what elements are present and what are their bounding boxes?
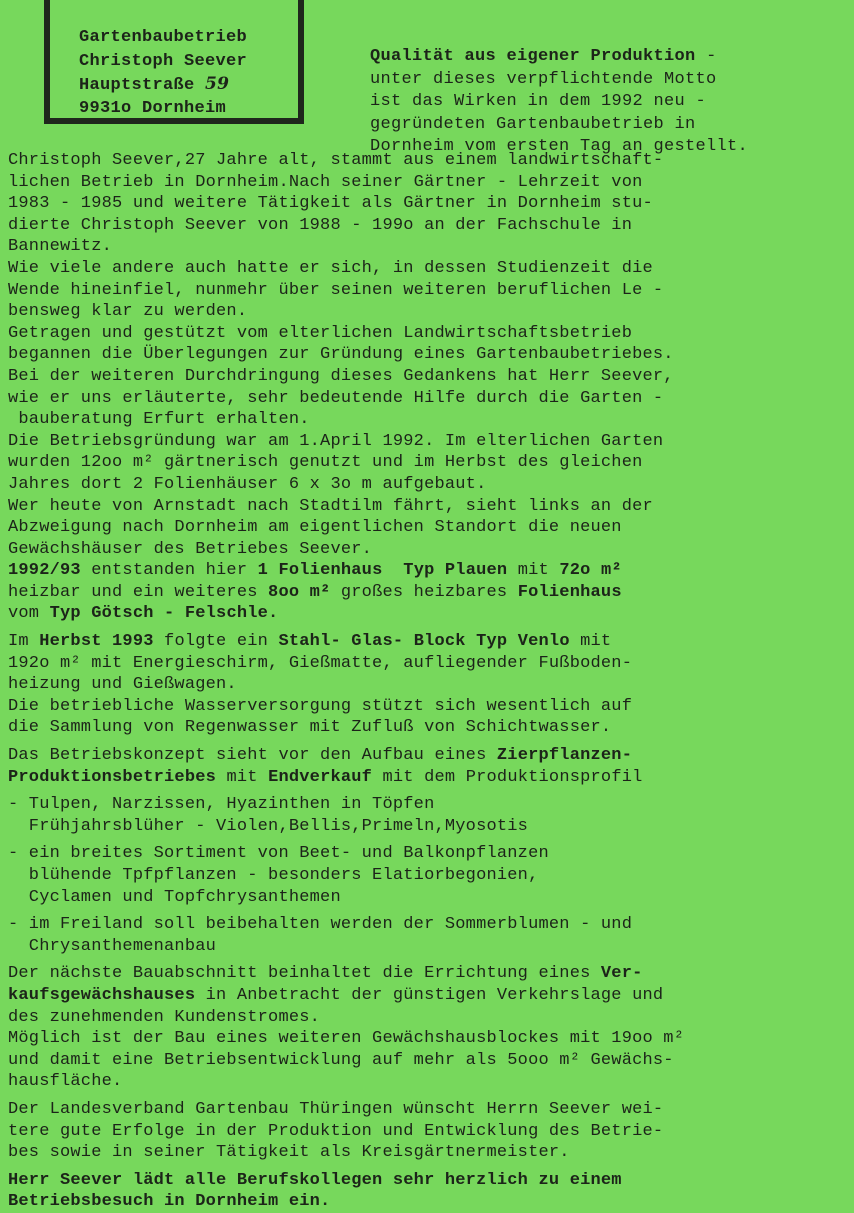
address-street: Hauptstraße <box>79 76 206 95</box>
text-run: mit <box>216 767 269 787</box>
address-postal-city: 9931o Dornheim <box>79 98 227 118</box>
headline-line <box>370 46 850 69</box>
text-line: Die Betriebsgründung war am 1.April 1992. Im elterlichen Garten <box>8 431 664 451</box>
text-line: 1983 - 1985 und weitere Tätigkeit als Gärtner in Dornheim stu- <box>8 194 653 214</box>
text-run: Das Betriebskonzept sieht vor den Aufbau eines <box>8 746 497 766</box>
emphasis: 8oo m² <box>268 582 331 602</box>
text-line: die Sammlung von Regenwasser mit Zufluß von Schichtwasser. <box>8 718 612 738</box>
text-line: Jahres dort 2 Folienhäuser 6 x 3o m aufgebaut. <box>8 474 487 494</box>
address-house-number: 59 <box>205 74 230 94</box>
emphasis: 1 Folienhaus <box>257 561 383 581</box>
text-run: Im <box>8 632 40 652</box>
headline-line: unter dieses verpflichtende Motto <box>370 69 717 89</box>
emphasis: Typ Plauen <box>403 561 508 581</box>
text-line <box>8 603 850 625</box>
list-item: - im Freiland soll beibehalten werden der Sommerblumen - und <box>8 915 633 935</box>
emphasis: Endverkauf <box>268 767 373 787</box>
text-line: und damit eine Betriebsentwicklung auf mehr als 5ooo m² Gewächs- <box>8 1050 674 1070</box>
text-line: Gewächshäuser des Betriebes Seever. <box>8 539 373 559</box>
text-run: in Anbetracht der günstigen Verkehrslage und <box>195 985 664 1005</box>
text-line: 192o m² mit Energieschirm, Gießmatte, aufliegender Fußboden- <box>8 653 633 673</box>
emphasis: 1992/93 <box>8 561 81 581</box>
headline-line: gegründeten Gartenbaubetrieb in <box>370 114 696 134</box>
address-company: Gartenbaubetrieb <box>79 28 248 47</box>
headline-line: Dornheim vom ersten Tag an gestellt. <box>370 137 749 156</box>
text-line: Abzweigung nach Dornheim am eigentlichen Standort die neuen <box>8 518 622 538</box>
text-run: entstanden hier <box>80 561 258 581</box>
text-line: Wer heute von Arnstadt nach Stadtilm fährt, sieht links an der <box>8 496 653 516</box>
closing-line: Herr Seever lädt alle Berufskollegen sehr herzlich zu einem <box>8 1170 622 1190</box>
text-line: hausfläche. <box>8 1072 123 1092</box>
text-line: Möglich ist der Bau eines weiteren Gewächshausblockes mit 19oo m² <box>8 1029 685 1049</box>
emphasis: kaufsgewächshauses <box>8 985 196 1005</box>
text-line: Wie viele andere auch hatte er sich, in dessen Studienzeit die <box>8 258 653 278</box>
list-item: - Tulpen, Narzissen, Hyazinthen in Töpfen <box>8 795 435 815</box>
text-line: Bei der weiteren Durchdringung dieses Gedankens hat Herr Seever, <box>8 366 674 386</box>
list-item: blühende Tpfpflanzen - besonders Elatiorbegonien, <box>8 866 539 885</box>
address-box <box>44 0 304 124</box>
text-line <box>8 767 850 789</box>
text-line <box>8 582 850 604</box>
text-run <box>382 561 403 580</box>
list-item: Chrysanthemenanbau <box>8 936 217 956</box>
emphasis: Produktionsbetriebes <box>8 767 217 787</box>
address-street-line <box>79 73 247 97</box>
text-line: begannen die Überlegungen zur Gründung eines Gartenbaubetriebes. <box>8 345 674 365</box>
text-line: Christoph Seever,27 Jahre alt, stammt aus einem landwirtschaft- <box>8 151 664 170</box>
text-line: bensweg klar zu werden. <box>8 302 248 322</box>
headline <box>370 46 850 159</box>
text-line: Die betriebliche Wasserversorgung stützt sich wesentlich auf <box>8 696 633 716</box>
text-line: Bannewitz. <box>8 237 113 257</box>
text-line <box>8 963 850 985</box>
headline-line: ist das Wirken in dem 1992 neu - <box>370 92 707 111</box>
text-line: Getragen und gestützt vom elterlichen Landwirtschaftsbetrieb <box>8 323 633 343</box>
text-run: großes heizbares <box>330 582 518 602</box>
emphasis: Zierpflanzen- <box>496 746 633 766</box>
address-block <box>79 26 247 120</box>
text-line: wurden 12oo m² gärtnerisch genutzt und im Herbst des gleichen <box>8 453 643 473</box>
address-name: Christoph Seever <box>79 51 248 71</box>
text-line: dierte Christoph Seever von 1988 - 199o an der Fachschule in <box>8 215 633 235</box>
article-body <box>8 150 850 1213</box>
text-line: Der Landesverband Gartenbau Thüringen wünscht Herrn Seever wei- <box>8 1099 664 1119</box>
list-item: - ein breites Sortiment von Beet- und Balkonpflanzen <box>8 844 549 864</box>
text-line: tere gute Erfolge in der Produktion und Entwicklung des Betrie- <box>8 1121 664 1141</box>
text-run: vom <box>8 604 50 624</box>
emphasis: Herbst 1993 <box>39 632 154 652</box>
text-run: Der nächste Bauabschnitt beinhaltet die Errichtung eines <box>8 964 601 984</box>
list-item: Frühjahrsblüher - Violen,Bellis,Primeln,Myosotis <box>8 816 529 836</box>
text-run: heizbar und ein weiteres <box>8 582 269 602</box>
headline-motto: Qualität aus eigener Produktion <box>370 47 696 66</box>
headline-dash: - <box>695 47 717 66</box>
text-run: mit <box>569 632 612 652</box>
text-line: bes sowie in seiner Tätigkeit als Kreisgärtnermeister. <box>8 1143 570 1163</box>
emphasis: Ver- <box>600 964 643 984</box>
text-run: mit <box>507 561 560 581</box>
text-run: folgte ein <box>153 632 279 652</box>
text-line: wie er uns erläuterte, sehr bedeutende Hilfe durch die Garten - <box>8 388 664 408</box>
text-line <box>8 985 850 1007</box>
closing-line: Betriebsbesuch in Dornheim ein. <box>8 1192 331 1212</box>
emphasis: Stahl- Glas- Block Typ Venlo <box>278 632 570 652</box>
text-line: bauberatung Erfurt erhalten. <box>8 410 310 430</box>
emphasis: Folienhaus <box>517 582 622 602</box>
emphasis: 72o m² <box>559 561 622 581</box>
text-line: des zunehmenden Kundenstromes. <box>8 1007 321 1027</box>
text-line: lichen Betrieb in Dornheim.Nach seiner Gärtner - Lehrzeit von <box>8 172 643 192</box>
emphasis: Typ Götsch - Felschle. <box>49 604 279 624</box>
text-line <box>8 560 850 582</box>
list-item: Cyclamen und Topfchrysanthemen <box>8 887 341 907</box>
text-line: Wende hineinfiel, nunmehr über seinen weiteren beruflichen Le - <box>8 280 664 300</box>
text-line <box>8 631 850 653</box>
text-line: heizung und Gießwagen. <box>8 675 237 695</box>
text-run: mit dem Produktionsprofil <box>372 767 643 787</box>
text-line <box>8 745 850 767</box>
